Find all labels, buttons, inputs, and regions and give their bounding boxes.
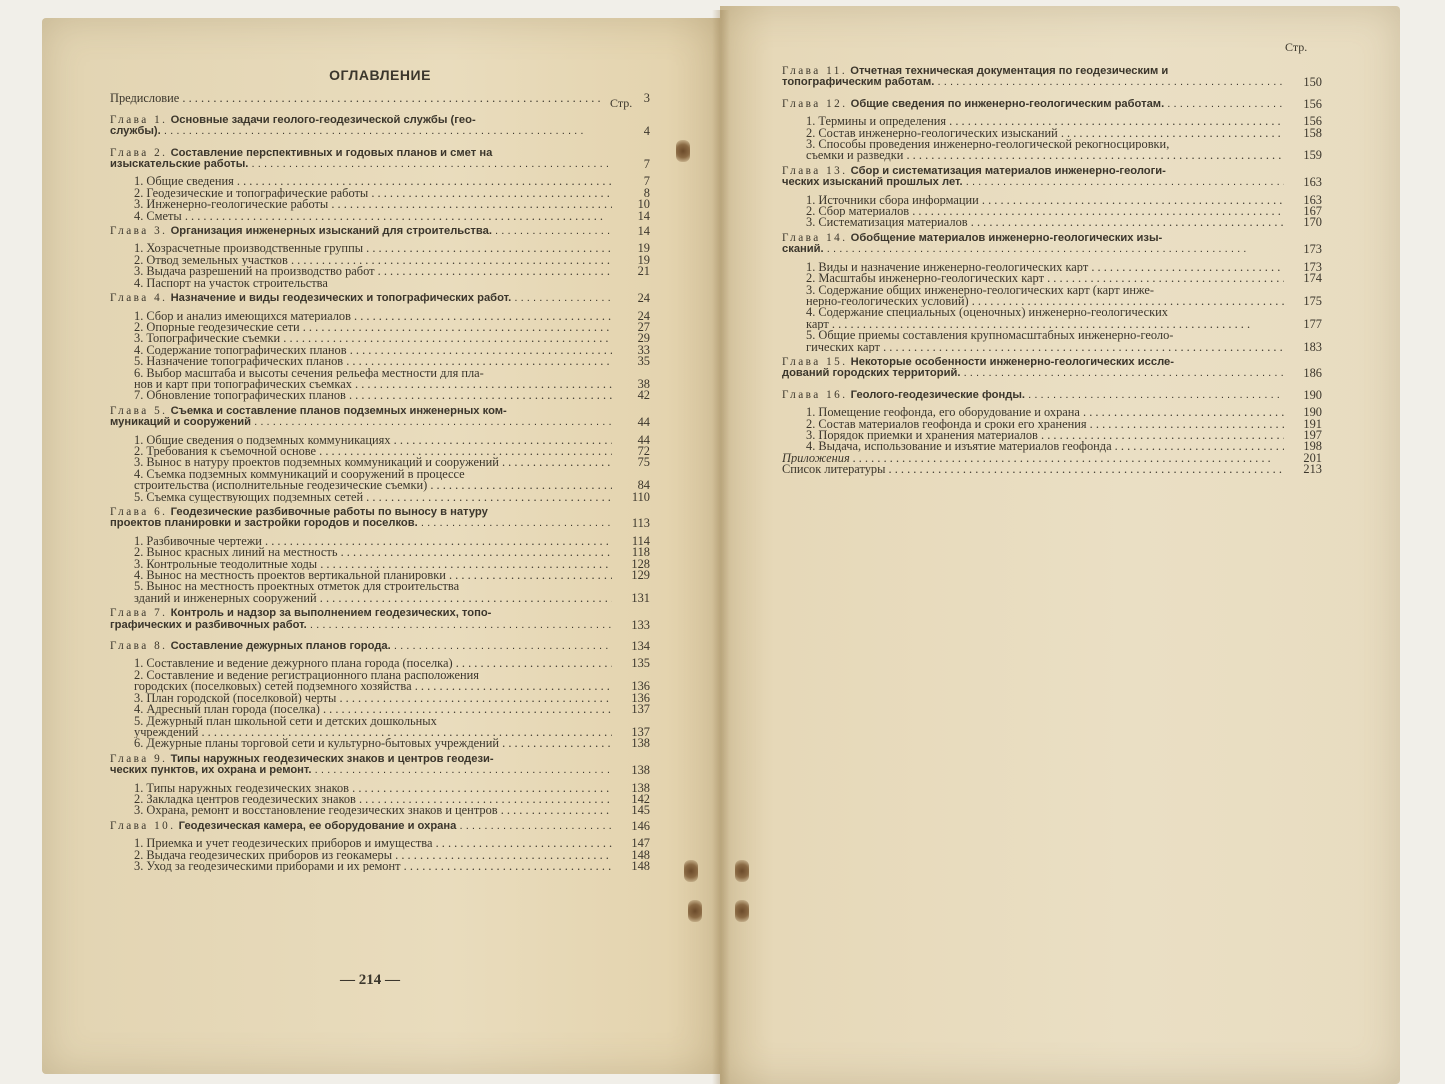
left-page-column-label: Стр. — [610, 96, 633, 110]
chapter-prefix: Глава 7. — [110, 608, 168, 620]
toc-entry — [782, 217, 1322, 228]
toc-chapter — [782, 66, 1322, 89]
toc-page-number: 198 — [1303, 439, 1322, 454]
toc-entry — [782, 450, 1322, 465]
toc-page-number: 150 — [1303, 75, 1322, 90]
toc-page-number: 163 — [1303, 192, 1322, 207]
toc-entry-text: 2. Геодезические и топографические работы — [134, 187, 369, 200]
toc-entry — [110, 858, 650, 873]
toc-entry — [110, 185, 650, 200]
toc-entry-text: 2. Отвод земельных участков — [134, 254, 288, 267]
toc-entry-text: учреждений — [134, 726, 199, 739]
toc-entry — [110, 480, 650, 491]
toc-chapter — [110, 608, 650, 631]
chapter-prefix: Глава 1. — [110, 114, 168, 126]
toc-entry-text: 4. Содержание специальных (оценочных) инженерно-геологических — [806, 307, 1168, 319]
toc-entry-text: 3. Контрольные теодолитные ходы — [134, 558, 318, 571]
toc-entry-text: 1. Сбор и анализ имеющихся материалов — [134, 310, 351, 322]
toc-page-number: 75 — [637, 455, 650, 470]
toc-page-number: 177 — [1303, 316, 1322, 331]
toc-entry-text: гических карт — [806, 341, 880, 353]
toc-entry-text: 3. Систематизация материалов — [806, 217, 968, 229]
toc-entry — [782, 407, 1322, 418]
toc-entry-text: съемки и разведки — [806, 150, 904, 162]
toc-entry-text: 2. Вынос красных линий на местность — [134, 547, 338, 559]
toc-entry — [110, 176, 650, 187]
toc-entry-text: 4. Адресный план города (поселка) — [134, 704, 320, 716]
toc-entry — [782, 273, 1322, 284]
toc-page-number: 190 — [1303, 405, 1322, 420]
chapter-title: Контроль и надзор за выполнением геодезических, топо- — [170, 608, 492, 620]
toc-entry-text: 2. Опорные геодезические сети — [134, 321, 300, 334]
toc-entry — [110, 390, 650, 401]
chapter-title: ческих пунктов, их охрана и ремонт. — [110, 765, 312, 777]
toc-entry-text: 4. Паспорт на участок строительства — [134, 277, 328, 290]
toc-page-number: 138 — [631, 736, 650, 751]
toc-page-number: 137 — [631, 702, 650, 717]
toc-entry-text: 2. Сбор материалов — [806, 206, 910, 218]
chapter-title: Сбор и систематизация материалов инженерно-геологи- — [850, 165, 1166, 177]
toc-page-number: 21 — [637, 264, 650, 279]
toc-entry-text: 3. Вынос в натуру проектов подземных коммуникаций и сооружений — [134, 457, 499, 469]
toc-chapter — [110, 641, 650, 652]
toc-page-number: 129 — [631, 568, 650, 583]
page-title: ОГЛАВЛЕНИЕ — [329, 67, 431, 83]
chapter-prefix: Глава 10. — [110, 820, 176, 832]
toc-page-number: 175 — [1303, 293, 1322, 308]
toc-entry — [110, 457, 650, 468]
chapter-prefix: Глава 13. — [782, 165, 848, 177]
toc-entry — [782, 427, 1322, 442]
toc-entry — [110, 376, 650, 391]
toc-entry — [110, 93, 650, 104]
toc-page-number: 128 — [631, 556, 650, 571]
toc-entry — [782, 125, 1322, 140]
toc-entry-text: 7. Обновление топографических планов — [134, 390, 346, 402]
toc-entry-text: 1. Типы наружных геодезических знаков — [134, 782, 350, 794]
toc-page-number: 137 — [631, 724, 650, 739]
toc-entry-text: 3. План городской (поселковой) черты — [134, 692, 337, 705]
toc-entry-text: 1. Термины и определения — [806, 116, 947, 128]
chapter-title: проектов планировки и застройки городов и поселков. — [110, 518, 418, 530]
toc-entry-text: 5. Вынос на местность проектных отметок для строительства — [134, 581, 460, 593]
toc-entry — [110, 319, 650, 334]
toc-entry — [110, 681, 650, 692]
toc-entry-text: 2. Состав материалов геофонда и сроки его хранения — [806, 418, 1087, 430]
toc-page-number: 24 — [637, 291, 650, 306]
toc-page-number: 10 — [637, 197, 650, 212]
toc-entry-text: нов и карт при топографических съемках — [134, 378, 352, 391]
toc-entry-text: 1. Виды и назначение инженерно-геологических карт — [806, 261, 1089, 274]
toc-page-number: 19 — [637, 252, 650, 267]
toc-page-number: 191 — [1303, 416, 1322, 431]
chapter-title: дований городских территорий. — [782, 368, 961, 380]
toc-entry-text: 1. Источники сбора информации — [806, 194, 979, 207]
chapter-title: Обобщение материалов инженерно-геологических изы- — [850, 232, 1163, 244]
toc-chapter — [110, 293, 650, 304]
toc-entry-text: 1. Общие сведения — [134, 176, 234, 188]
toc-chapter — [110, 818, 650, 833]
toc-page-number: 113 — [631, 516, 650, 531]
toc-page-number: 148 — [631, 858, 650, 873]
toc-entry — [110, 805, 650, 816]
chapter-title: Съемка и составление планов подземных инженерных ком- — [170, 405, 507, 417]
toc-entry-text: 5. Назначение топографических планов — [134, 356, 344, 368]
toc-entry — [110, 690, 650, 705]
toc-entry-text: 3. Способы проведения инженерно-геологической рекогносцировки, — [806, 139, 1170, 151]
toc-entry — [110, 308, 650, 323]
toc-page-number: 197 — [1303, 427, 1322, 442]
toc-page-number: 8 — [643, 185, 650, 200]
toc-entry — [110, 704, 650, 715]
toc-entry — [110, 581, 650, 592]
toc-entry-text: зданий и инженерных сооружений — [134, 592, 317, 605]
chapter-title: Основные задачи геолого-геодезической службы (гео- — [170, 114, 476, 126]
chapter-prefix: Глава 15. — [782, 356, 848, 368]
chapter-title: Составление дежурных планов города. — [170, 641, 391, 653]
toc-page-number: 3 — [643, 91, 650, 106]
toc-entry — [110, 838, 650, 849]
toc-entry-text: 4. Сметы — [134, 210, 182, 223]
toc-chapter — [110, 226, 650, 237]
toc-entry — [782, 307, 1322, 318]
toc-entry-text: 2. Выдача геодезических приборов из геокамеры — [134, 849, 393, 861]
chapter-prefix: Глава 5. — [110, 405, 168, 417]
toc-entry-text: 1. Приемка и учет геодезических приборов и имущества — [134, 838, 433, 850]
toc-page-number: 136 — [631, 679, 650, 694]
toc-entry — [110, 489, 650, 504]
toc-page-number: 156 — [1303, 114, 1322, 129]
toc-page-number: 174 — [1303, 271, 1322, 286]
toc-page-number: 110 — [631, 489, 650, 504]
toc-entry-text: 3. Выдача разрешений на производство работ — [134, 266, 375, 278]
toc-chapter — [782, 233, 1322, 256]
toc-entry-text: 6. Выбор масштаба и высоты сечения рельефа местности для пла- — [134, 367, 484, 379]
chapter-prefix: Глава 14. — [782, 232, 848, 244]
toc-page-number: 118 — [631, 545, 650, 560]
toc-entry-text: 2. Составление и ведение регистрационного плана расположения — [134, 669, 479, 682]
toc-entry — [110, 590, 650, 605]
chapter-title: службы). — [110, 126, 161, 138]
toc-page-number: 42 — [637, 388, 650, 403]
chapter-prefix: Глава 16. — [782, 389, 848, 401]
toc-page-number: 173 — [1303, 259, 1322, 274]
toc-entry-text: карт — [806, 318, 829, 331]
staple-hole-icon — [676, 140, 690, 162]
toc-page-number: 7 — [643, 174, 650, 189]
staple-hole-icon — [688, 900, 702, 922]
toc-entry — [110, 243, 650, 254]
toc-entry — [782, 293, 1322, 308]
toc-entry-text: строительства (исполнительные геодезические съемки) — [134, 480, 428, 492]
book-gutter — [712, 10, 730, 1084]
toc-entry-text: 2. Требования к съемочной основе — [134, 445, 317, 458]
toc-page-number: 35 — [637, 354, 650, 369]
toc-page-number: 201 — [1303, 450, 1322, 465]
toc-page-number: 142 — [631, 791, 650, 806]
toc-page-number: 44 — [637, 415, 650, 430]
toc-entry-text: 1. Хозрасчетные производственные группы — [134, 243, 364, 255]
toc-chapter — [782, 387, 1322, 402]
toc-chapter — [110, 115, 650, 138]
toc-entry-text: 3. Порядок приемки и хранения материалов — [806, 429, 1038, 442]
toc-page-number: 138 — [631, 780, 650, 795]
toc-entry — [110, 791, 650, 806]
toc-entry — [782, 285, 1322, 296]
toc-entry — [110, 208, 650, 223]
chapter-prefix: Глава 3. — [110, 226, 168, 238]
toc-page-number: 72 — [637, 443, 650, 458]
toc-page-number: 29 — [637, 331, 650, 346]
toc-entry-text: 3. Охрана, ремонт и восстановление геодезических знаков и центров — [134, 805, 498, 817]
chapter-title: Геолого-геодезические фонды. — [850, 389, 1026, 401]
toc-entry-text: 4. Содержание топографических планов — [134, 344, 347, 357]
toc-page-number: 145 — [631, 803, 650, 818]
chapter-title: изыскательские работы. — [110, 159, 249, 171]
toc-entry — [782, 116, 1322, 127]
toc-page-number: 134 — [631, 639, 650, 654]
toc-page-number: 114 — [631, 533, 650, 548]
chapter-prefix: Глава 6. — [110, 507, 168, 518]
chapter-title: Организация инженерных изысканий для строительства. — [170, 226, 492, 238]
toc-page-number: 24 — [637, 308, 650, 323]
toc-page-number: 183 — [1303, 339, 1322, 354]
toc-page-number: 147 — [631, 836, 650, 851]
toc-entry-text: 1. Общие сведения о подземных коммуникациях — [134, 434, 391, 446]
toc-page-number: 19 — [637, 241, 650, 256]
toc-page-number: 33 — [637, 342, 650, 357]
toc-entry-text: Предисловие — [110, 93, 180, 105]
toc-entry-text: 1. Составление и ведение дежурного плана города (поселка) — [134, 658, 453, 670]
chapter-prefix: Глава 11. — [782, 66, 848, 77]
toc-page-number: 167 — [1303, 204, 1322, 219]
chapter-prefix: Глава 12. — [782, 98, 848, 110]
staple-hole-icon — [735, 900, 749, 922]
toc-page-number: 136 — [631, 690, 650, 705]
toc-chapter — [782, 357, 1322, 380]
toc-entry — [110, 556, 650, 571]
toc-page-number: 38 — [637, 376, 650, 391]
toc-page-number: 170 — [1303, 215, 1322, 230]
chapter-title: Геодезическая камера, ее оборудование и охрана — [178, 820, 457, 832]
toc-entry — [782, 259, 1322, 274]
toc-entry — [110, 356, 650, 367]
toc-page-number: 135 — [631, 656, 650, 671]
toc-entry — [110, 847, 650, 862]
toc-page-number: 213 — [1303, 462, 1322, 477]
right-page-column-label: Стр. — [1285, 40, 1308, 54]
toc-entry — [110, 716, 650, 727]
toc-page-number: 4 — [643, 124, 650, 139]
toc-chapter — [782, 166, 1322, 189]
toc-entry — [782, 441, 1322, 452]
chapter-title: Составление перспективных и годовых планов и смет на — [170, 147, 493, 159]
toc-chapter — [110, 406, 650, 429]
toc-entry — [110, 266, 650, 277]
toc-chapter — [110, 507, 650, 530]
toc-page-number: 159 — [1303, 148, 1322, 163]
toc-entry-text: 2. Закладка центров геодезических знаков — [134, 793, 356, 806]
toc-chapter — [782, 96, 1322, 111]
toc-entry-text: 3. Инженерно-геологические работы — [134, 199, 329, 211]
chapter-prefix: Глава 2. — [110, 147, 168, 159]
chapter-title: сканий. — [782, 244, 824, 256]
toc-page-number: 84 — [637, 478, 650, 493]
toc-page-number: 27 — [637, 319, 650, 334]
chapter-prefix: Глава 4. — [110, 293, 168, 305]
toc-entry-text: 5. Дежурный план школьной сети и детских дошкольных — [134, 715, 437, 727]
toc-entry-text: 2. Масштабы инженерно-геологических карт — [806, 273, 1044, 285]
toc-page-number: 133 — [631, 617, 650, 632]
toc-entry-text: 6. Дежурные планы торговой сети и культурно-бытовых учреждений — [134, 738, 500, 750]
toc-entry — [110, 533, 650, 548]
toc-entry — [782, 139, 1322, 150]
toc-entry-text: 1. Разбивочные чертежи — [134, 535, 262, 548]
toc-page-number: 190 — [1303, 387, 1322, 402]
staple-hole-icon — [684, 860, 698, 882]
toc-entry-text: 4. Выдача, использование и изъятие материалов геофонда — [806, 441, 1112, 453]
toc-page-number: 173 — [1303, 242, 1322, 257]
toc-page-number: 138 — [631, 763, 650, 778]
chapter-title: муникаций и сооружений — [110, 417, 251, 429]
toc-page-number: 148 — [631, 847, 650, 862]
toc-page-number: 163 — [1303, 175, 1322, 190]
table-of-contents-left — [110, 67, 650, 873]
chapter-title: Назначение и виды геодезических и топографических работ. — [170, 293, 512, 305]
toc-page-number: 146 — [631, 818, 650, 833]
chapter-prefix: Глава 8. — [110, 641, 168, 653]
toc-entry — [110, 469, 650, 480]
toc-entry-text: Приложения — [782, 452, 850, 465]
chapter-title: топографическим работам. — [782, 77, 935, 89]
toc-entry — [110, 278, 650, 289]
toc-entry-text: 3. Топографические съемки — [134, 333, 281, 345]
toc-entry-text: 2. Состав инженерно-геологических изысканий — [806, 127, 1058, 140]
toc-entry-text: Список литературы — [782, 464, 886, 476]
toc-entry — [782, 192, 1322, 207]
toc-entry — [782, 464, 1322, 475]
toc-entry — [110, 199, 650, 210]
toc-page-number: 44 — [637, 432, 650, 447]
page-number: — 214 — — [340, 972, 400, 988]
chapter-title: ческих изысканий прошлых лет. — [782, 177, 963, 189]
toc-entry-text: 5. Съемка существующих подземных сетей — [134, 491, 364, 503]
toc-page-number: 7 — [643, 157, 650, 172]
toc-page-number: 156 — [1303, 96, 1322, 111]
toc-entry — [110, 724, 650, 739]
toc-page-number: 131 — [631, 590, 650, 605]
chapter-title: Отчетная техническая документация по геодезическим и — [850, 66, 1169, 77]
toc-entry — [110, 570, 650, 581]
chapter-title: Геодезические разбивочные работы по выносу в натуру — [170, 507, 488, 518]
toc-entry — [110, 738, 650, 749]
toc-entry — [110, 342, 650, 357]
toc-entry-text: 4. Вынос на местность проектов вертикальной планировки — [134, 570, 446, 582]
toc-entry — [782, 416, 1322, 431]
toc-chapter — [110, 148, 650, 171]
chapter-prefix: Глава 9. — [110, 753, 168, 765]
toc-entry-text: 3. Содержание общих инженерно-геологических карт (карт инже- — [806, 284, 1155, 296]
toc-entry — [782, 316, 1322, 331]
staple-hole-icon — [735, 860, 749, 882]
toc-entry — [782, 339, 1322, 354]
toc-entry — [782, 330, 1322, 341]
chapter-title: Общие сведения по инженерно-геологическим работам. — [850, 98, 1165, 110]
table-of-contents-right — [782, 62, 1322, 476]
toc-entry-text: 1. Помещение геофонда, его оборудование и охрана — [806, 407, 1080, 419]
toc-page-number: 14 — [637, 224, 650, 239]
toc-entry-text: нерно-геологических условий) — [806, 295, 969, 308]
toc-entry — [782, 150, 1322, 161]
toc-entry-text: городских (поселковых) сетей подземного хозяйства — [134, 681, 412, 693]
toc-entry-text: 5. Общие приемы составления крупномасштабных инженерно-геоло- — [806, 330, 1174, 342]
toc-entry — [782, 206, 1322, 217]
toc-entry — [110, 432, 650, 447]
toc-entry — [110, 443, 650, 458]
toc-chapter — [110, 754, 650, 777]
toc-entry — [110, 333, 650, 344]
toc-entry — [110, 368, 650, 379]
toc-entry — [110, 658, 650, 669]
toc-entry — [110, 670, 650, 681]
toc-page-number: 158 — [1303, 125, 1322, 140]
toc-entry — [110, 252, 650, 267]
toc-page-number: 14 — [637, 208, 650, 223]
chapter-title: графических и разбивочных работ. — [110, 619, 307, 631]
toc-entry-text: 4. Съемка подземных коммуникаций и сооружений в процессе — [134, 468, 465, 481]
toc-entry — [110, 547, 650, 558]
chapter-title: Типы наружных геодезических знаков и центров геодези- — [170, 753, 494, 765]
toc-page-number: 186 — [1303, 366, 1322, 381]
chapter-title: Некоторые особенности инженерно-геологических иссле- — [850, 356, 1174, 368]
toc-entry-text: 3. Уход за геодезическими приборами и их ремонт — [134, 860, 401, 873]
toc-entry — [110, 780, 650, 795]
